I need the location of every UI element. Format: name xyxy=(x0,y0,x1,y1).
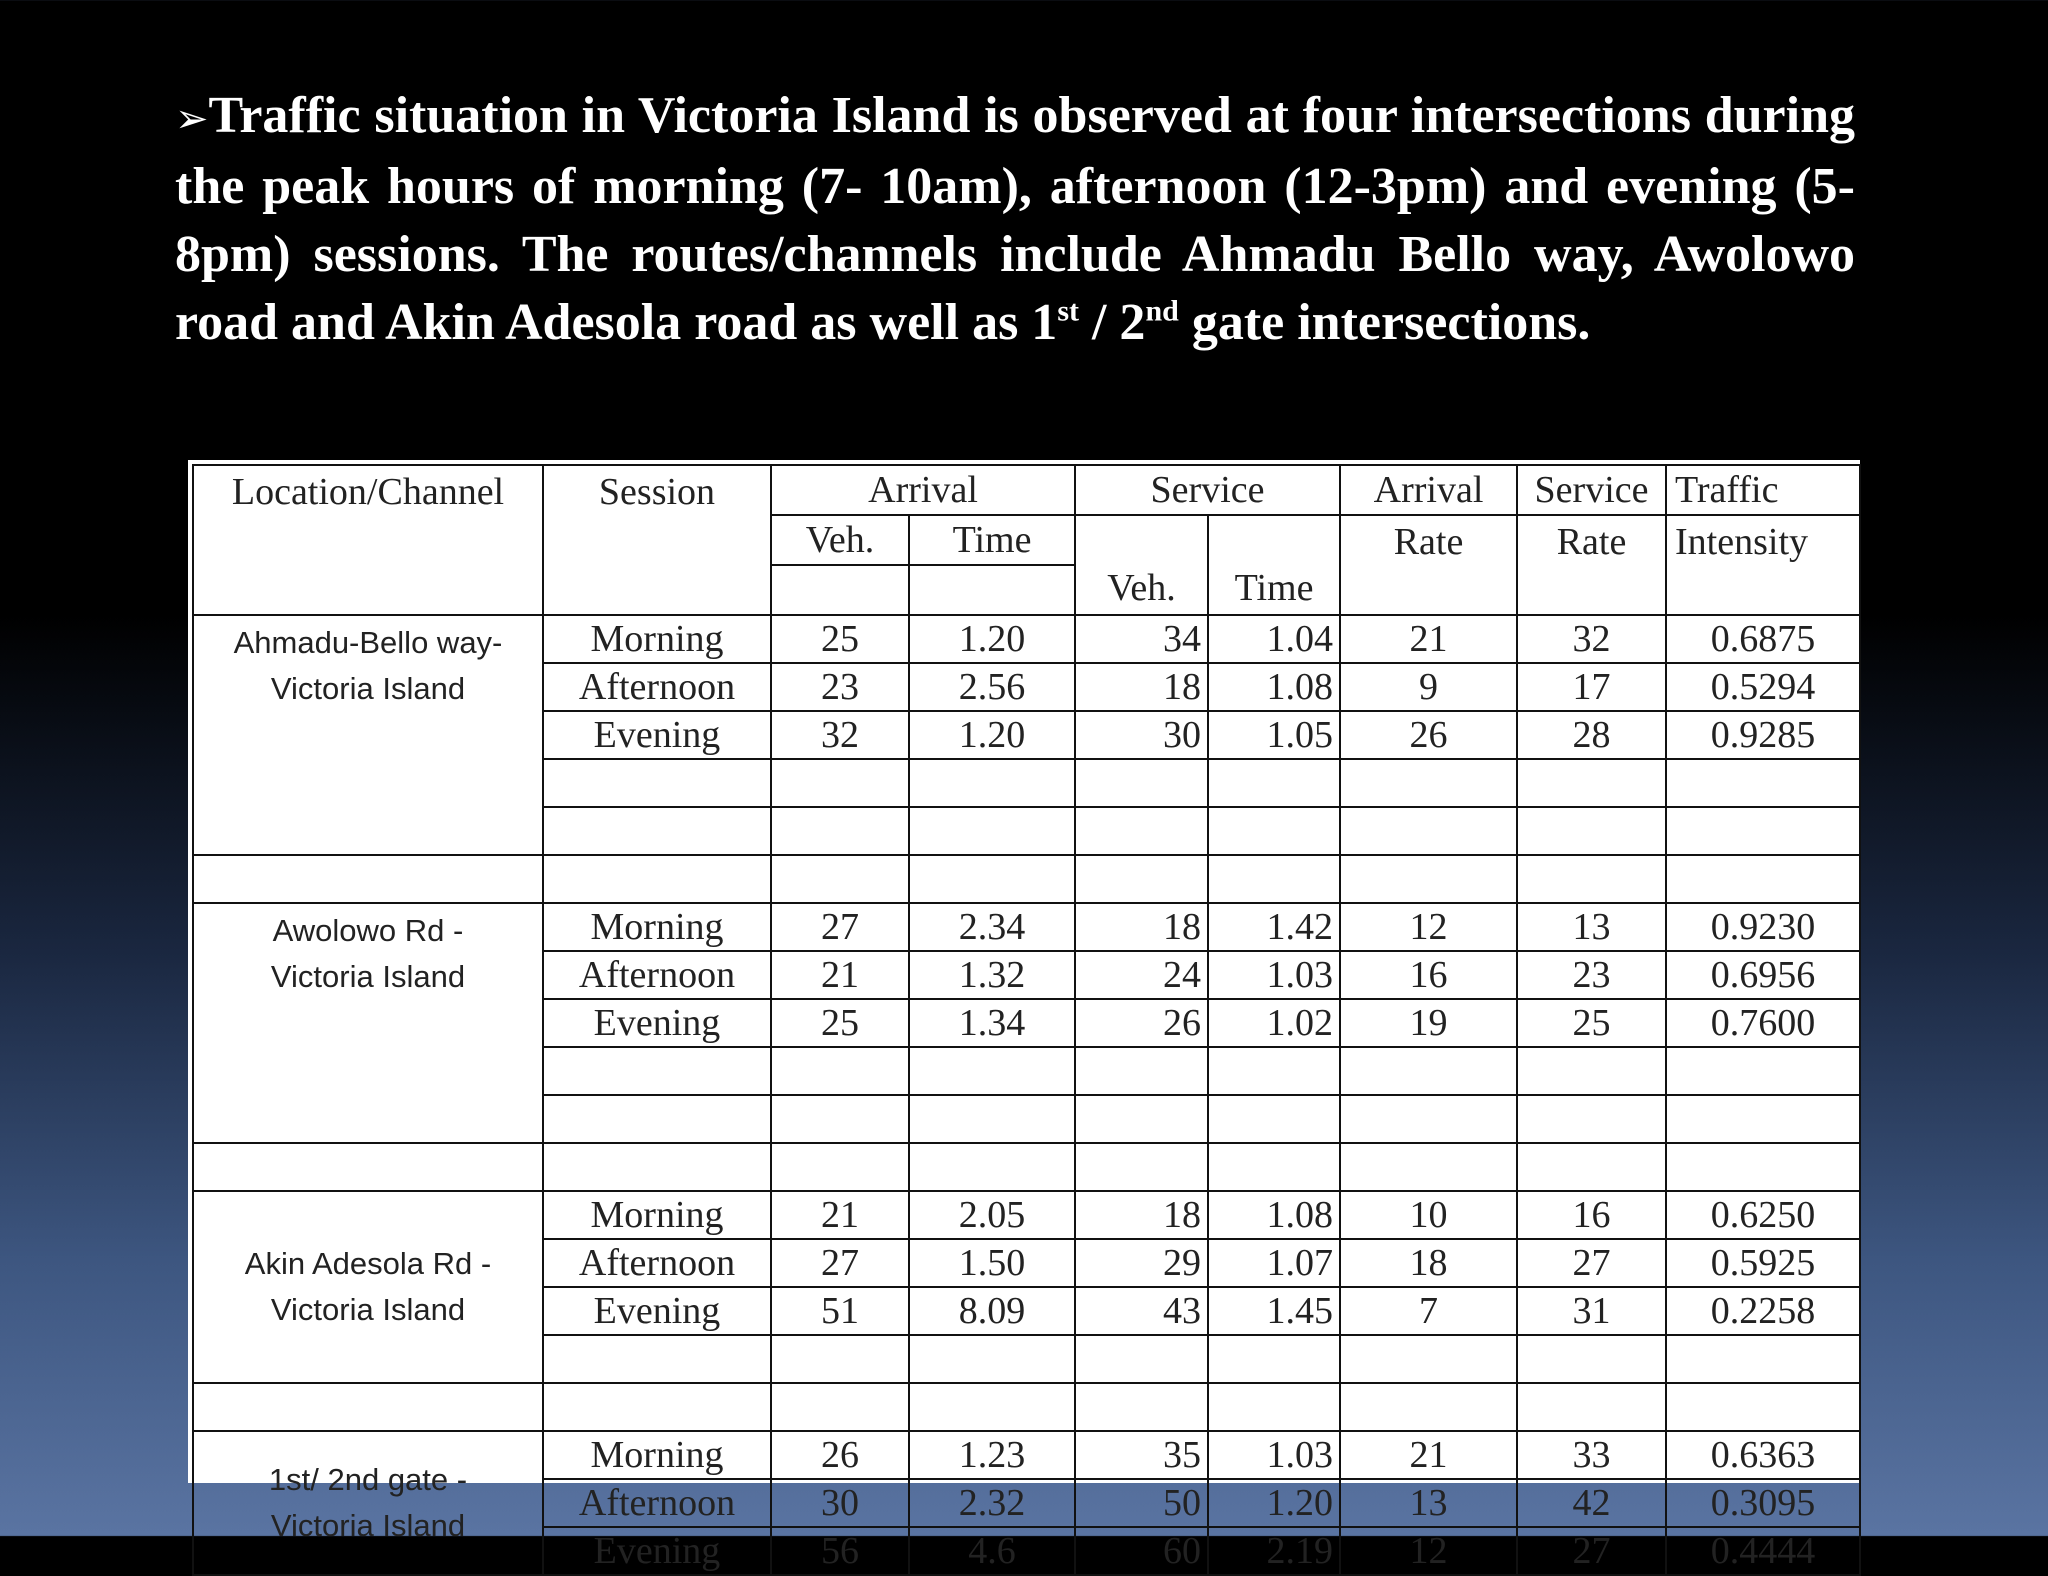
service-time-cell: 1.03 xyxy=(1208,1431,1340,1479)
empty-cell xyxy=(771,1383,909,1431)
service-time-cell: 1.08 xyxy=(1208,663,1340,711)
service-veh-cell: 18 xyxy=(1075,1191,1208,1239)
traffic-table xyxy=(192,464,1861,1576)
session-cell: Morning xyxy=(543,903,771,951)
empty-cell xyxy=(1340,1335,1517,1383)
service-rate-cell: 16 xyxy=(1517,1191,1666,1239)
service-veh-cell: 34 xyxy=(1075,615,1208,663)
header-empty-cell xyxy=(771,565,909,615)
session-cell: Afternoon xyxy=(543,951,771,999)
arrival-rate-cell: 10 xyxy=(1340,1191,1517,1239)
arrival-rate-cell: 9 xyxy=(1340,663,1517,711)
location-line-1: Akin Adesola Rd - xyxy=(244,1246,492,1281)
service-rate-cell: 33 xyxy=(1517,1431,1666,1479)
header-session: Session xyxy=(543,465,771,615)
arrival-rate-cell: 21 xyxy=(1340,615,1517,663)
arrival-time-cell: 1.20 xyxy=(909,615,1075,663)
empty-cell xyxy=(909,1095,1075,1143)
empty-cell xyxy=(543,1095,771,1143)
empty-cell xyxy=(909,759,1075,807)
table-row xyxy=(193,615,1860,663)
empty-cell xyxy=(1208,1143,1340,1191)
empty-cell xyxy=(1517,855,1666,903)
location-line-2: Victoria Island xyxy=(270,959,466,994)
empty-cell xyxy=(1340,1383,1517,1431)
empty-cell xyxy=(1517,1335,1666,1383)
intro-text-part1: Traffic situation in Victoria Island is observed at four intersections during the peak hours of morning (7- 10am), afternoon (12-3pm) and evening (5-8pm) sessions. The routes/channels include Ahmadu Bello way, Awolowo road and Akin Adesola road as well as 1 xyxy=(175,87,1855,351)
arrow-bullet-icon: ➢ xyxy=(175,96,209,142)
header-empty-cell xyxy=(909,565,1075,615)
empty-cell xyxy=(1075,759,1208,807)
empty-cell xyxy=(1666,1383,1860,1431)
session-cell: Morning xyxy=(543,1191,771,1239)
empty-cell xyxy=(1075,1335,1208,1383)
table-row xyxy=(193,1191,1860,1239)
location-cell xyxy=(193,1431,543,1575)
empty-cell xyxy=(1517,807,1666,855)
arrival-time-cell: 1.50 xyxy=(909,1239,1075,1287)
intensity-cell: 0.9230 xyxy=(1666,903,1860,951)
intensity-cell: 0.9285 xyxy=(1666,711,1860,759)
arrival-rate-cell: 16 xyxy=(1340,951,1517,999)
service-time-cell: 1.08 xyxy=(1208,1191,1340,1239)
service-veh-cell: 50 xyxy=(1075,1479,1208,1527)
empty-cell xyxy=(771,807,909,855)
service-time-cell: 2.19 xyxy=(1208,1527,1340,1575)
arrival-rate-cell: 12 xyxy=(1340,1527,1517,1575)
location-line-1: 1st/ 2nd gate - xyxy=(268,1462,468,1497)
service-veh-cell: 26 xyxy=(1075,999,1208,1047)
header-service-rate-2: Rate xyxy=(1517,515,1666,615)
empty-cell xyxy=(909,1383,1075,1431)
intro-text-part3: gate intersections. xyxy=(1178,294,1591,351)
header-intensity-2: Intensity xyxy=(1666,515,1860,615)
service-time-cell: 1.05 xyxy=(1208,711,1340,759)
empty-cell xyxy=(1340,1047,1517,1095)
empty-cell xyxy=(1340,1095,1517,1143)
location-line-2: Victoria Island xyxy=(270,1292,466,1327)
empty-cell xyxy=(771,759,909,807)
location-line-2: Victoria Island xyxy=(270,1508,466,1543)
empty-cell xyxy=(1517,759,1666,807)
empty-cell xyxy=(1666,807,1860,855)
empty-cell xyxy=(771,1335,909,1383)
empty-cell xyxy=(543,855,771,903)
service-veh-cell: 30 xyxy=(1075,711,1208,759)
empty-cell xyxy=(543,1335,771,1383)
arrival-veh-cell: 32 xyxy=(771,711,909,759)
traffic-table-panel xyxy=(188,460,1860,1572)
empty-cell xyxy=(771,1143,909,1191)
empty-cell xyxy=(1517,1047,1666,1095)
arrival-time-cell: 2.05 xyxy=(909,1191,1075,1239)
table-row xyxy=(193,903,1860,951)
empty-cell xyxy=(1666,855,1860,903)
separator-row xyxy=(193,1143,1860,1191)
service-time-cell: 1.04 xyxy=(1208,615,1340,663)
service-rate-cell: 27 xyxy=(1517,1239,1666,1287)
empty-cell xyxy=(1075,1383,1208,1431)
intensity-cell: 0.6875 xyxy=(1666,615,1860,663)
empty-cell xyxy=(543,1047,771,1095)
service-rate-cell: 25 xyxy=(1517,999,1666,1047)
service-veh-cell: 60 xyxy=(1075,1527,1208,1575)
empty-cell xyxy=(543,1383,771,1431)
empty-cell xyxy=(1075,1047,1208,1095)
intensity-cell: 0.6956 xyxy=(1666,951,1860,999)
empty-cell xyxy=(909,1047,1075,1095)
empty-cell xyxy=(1208,1047,1340,1095)
service-rate-cell: 23 xyxy=(1517,951,1666,999)
session-cell: Afternoon xyxy=(543,1479,771,1527)
arrival-rate-cell: 19 xyxy=(1340,999,1517,1047)
empty-cell xyxy=(1666,1095,1860,1143)
arrival-time-cell: 1.34 xyxy=(909,999,1075,1047)
intensity-cell: 0.6363 xyxy=(1666,1431,1860,1479)
empty-cell xyxy=(1075,855,1208,903)
empty-cell xyxy=(909,855,1075,903)
empty-cell xyxy=(1340,855,1517,903)
empty-cell xyxy=(1208,855,1340,903)
service-time-cell: 1.02 xyxy=(1208,999,1340,1047)
empty-cell xyxy=(1517,1143,1666,1191)
intensity-cell: 0.4444 xyxy=(1666,1527,1860,1575)
arrival-time-cell: 2.34 xyxy=(909,903,1075,951)
session-cell: Morning xyxy=(543,615,771,663)
empty-cell xyxy=(909,1143,1075,1191)
empty-cell xyxy=(1340,759,1517,807)
service-time-cell: 1.07 xyxy=(1208,1239,1340,1287)
empty-cell xyxy=(1666,759,1860,807)
arrival-rate-cell: 26 xyxy=(1340,711,1517,759)
service-rate-cell: 31 xyxy=(1517,1287,1666,1335)
arrival-veh-cell: 51 xyxy=(771,1287,909,1335)
intro-sup-st: st xyxy=(1057,294,1079,328)
arrival-veh-cell: 25 xyxy=(771,615,909,663)
intensity-cell: 0.5925 xyxy=(1666,1239,1860,1287)
empty-cell xyxy=(193,1383,543,1431)
arrival-rate-cell: 13 xyxy=(1340,1479,1517,1527)
header-arrival-veh: Veh. xyxy=(771,515,909,565)
separator-row xyxy=(193,855,1860,903)
arrival-rate-cell: 21 xyxy=(1340,1431,1517,1479)
empty-cell xyxy=(1340,1143,1517,1191)
location-line-1: Awolowo Rd - xyxy=(272,913,464,948)
empty-cell xyxy=(1075,1095,1208,1143)
empty-cell xyxy=(1075,1143,1208,1191)
session-cell: Evening xyxy=(543,1287,771,1335)
location-cell xyxy=(193,903,543,1143)
empty-cell xyxy=(771,855,909,903)
empty-cell xyxy=(1075,807,1208,855)
arrival-veh-cell: 27 xyxy=(771,903,909,951)
intensity-cell: 0.6250 xyxy=(1666,1191,1860,1239)
empty-cell xyxy=(1208,1335,1340,1383)
separator-row xyxy=(193,1383,1860,1431)
arrival-time-cell: 2.32 xyxy=(909,1479,1075,1527)
service-veh-cell: 24 xyxy=(1075,951,1208,999)
service-veh-cell: 43 xyxy=(1075,1287,1208,1335)
session-cell: Evening xyxy=(543,711,771,759)
service-time-cell: 1.03 xyxy=(1208,951,1340,999)
arrival-time-cell: 1.20 xyxy=(909,711,1075,759)
empty-cell xyxy=(193,1143,543,1191)
header-location: Location/Channel xyxy=(193,465,543,615)
header-intensity-1: Traffic xyxy=(1666,465,1860,515)
service-time-cell: 1.20 xyxy=(1208,1479,1340,1527)
header-arrival-time: Time xyxy=(909,515,1075,565)
session-cell: Afternoon xyxy=(543,1239,771,1287)
arrival-rate-cell: 7 xyxy=(1340,1287,1517,1335)
service-rate-cell: 32 xyxy=(1517,615,1666,663)
arrival-veh-cell: 30 xyxy=(771,1479,909,1527)
service-time-cell: 1.42 xyxy=(1208,903,1340,951)
arrival-veh-cell: 23 xyxy=(771,663,909,711)
arrival-veh-cell: 25 xyxy=(771,999,909,1047)
arrival-veh-cell: 27 xyxy=(771,1239,909,1287)
header-service: Service xyxy=(1075,465,1340,515)
intro-bullet-text xyxy=(175,82,1855,357)
arrival-rate-cell: 12 xyxy=(1340,903,1517,951)
empty-cell xyxy=(1517,1383,1666,1431)
empty-cell xyxy=(543,1143,771,1191)
service-veh-cell: 29 xyxy=(1075,1239,1208,1287)
intro-sup-nd: nd xyxy=(1145,294,1179,328)
arrival-time-cell: 1.32 xyxy=(909,951,1075,999)
service-time-cell: 1.45 xyxy=(1208,1287,1340,1335)
empty-cell xyxy=(1208,759,1340,807)
table-row xyxy=(193,1431,1860,1479)
intro-text-part2: / 2 xyxy=(1078,294,1146,351)
session-cell: Morning xyxy=(543,1431,771,1479)
arrival-rate-cell: 18 xyxy=(1340,1239,1517,1287)
arrival-time-cell: 8.09 xyxy=(909,1287,1075,1335)
session-cell: Afternoon xyxy=(543,663,771,711)
arrival-time-cell: 2.56 xyxy=(909,663,1075,711)
empty-cell xyxy=(543,759,771,807)
empty-cell xyxy=(771,1047,909,1095)
session-cell: Evening xyxy=(543,999,771,1047)
empty-cell xyxy=(1208,1383,1340,1431)
empty-cell xyxy=(1208,807,1340,855)
location-cell xyxy=(193,615,543,855)
intensity-cell: 0.7600 xyxy=(1666,999,1860,1047)
header-arrival-rate-1: Arrival xyxy=(1340,465,1517,515)
session-cell: Evening xyxy=(543,1527,771,1575)
header-arrival-rate-2: Rate xyxy=(1340,515,1517,615)
empty-cell xyxy=(1666,1335,1860,1383)
header-arrival: Arrival xyxy=(771,465,1075,515)
header-service-rate-1: Service xyxy=(1517,465,1666,515)
service-rate-cell: 28 xyxy=(1517,711,1666,759)
intensity-cell: 0.3095 xyxy=(1666,1479,1860,1527)
arrival-veh-cell: 26 xyxy=(771,1431,909,1479)
intensity-cell: 0.2258 xyxy=(1666,1287,1860,1335)
header-service-time: Time xyxy=(1208,515,1340,615)
service-veh-cell: 18 xyxy=(1075,903,1208,951)
service-rate-cell: 27 xyxy=(1517,1527,1666,1575)
location-line-1: Ahmadu-Bello way- xyxy=(233,625,503,660)
table-header xyxy=(193,465,1860,615)
empty-cell xyxy=(543,807,771,855)
location-cell xyxy=(193,1191,543,1383)
arrival-time-cell: 1.23 xyxy=(909,1431,1075,1479)
location-line-2: Victoria Island xyxy=(270,671,466,706)
arrival-veh-cell: 21 xyxy=(771,951,909,999)
empty-cell xyxy=(1517,1095,1666,1143)
empty-cell xyxy=(1208,1095,1340,1143)
empty-cell xyxy=(1666,1143,1860,1191)
table-body xyxy=(193,615,1860,1575)
empty-cell xyxy=(909,1335,1075,1383)
intensity-cell: 0.5294 xyxy=(1666,663,1860,711)
empty-cell xyxy=(193,855,543,903)
service-veh-cell: 18 xyxy=(1075,663,1208,711)
service-rate-cell: 42 xyxy=(1517,1479,1666,1527)
empty-cell xyxy=(909,807,1075,855)
service-rate-cell: 17 xyxy=(1517,663,1666,711)
header-service-veh: Veh. xyxy=(1075,515,1208,615)
arrival-veh-cell: 56 xyxy=(771,1527,909,1575)
empty-cell xyxy=(1340,807,1517,855)
arrival-time-cell: 4.6 xyxy=(909,1527,1075,1575)
arrival-veh-cell: 21 xyxy=(771,1191,909,1239)
empty-cell xyxy=(1666,1047,1860,1095)
service-rate-cell: 13 xyxy=(1517,903,1666,951)
empty-cell xyxy=(771,1095,909,1143)
service-veh-cell: 35 xyxy=(1075,1431,1208,1479)
